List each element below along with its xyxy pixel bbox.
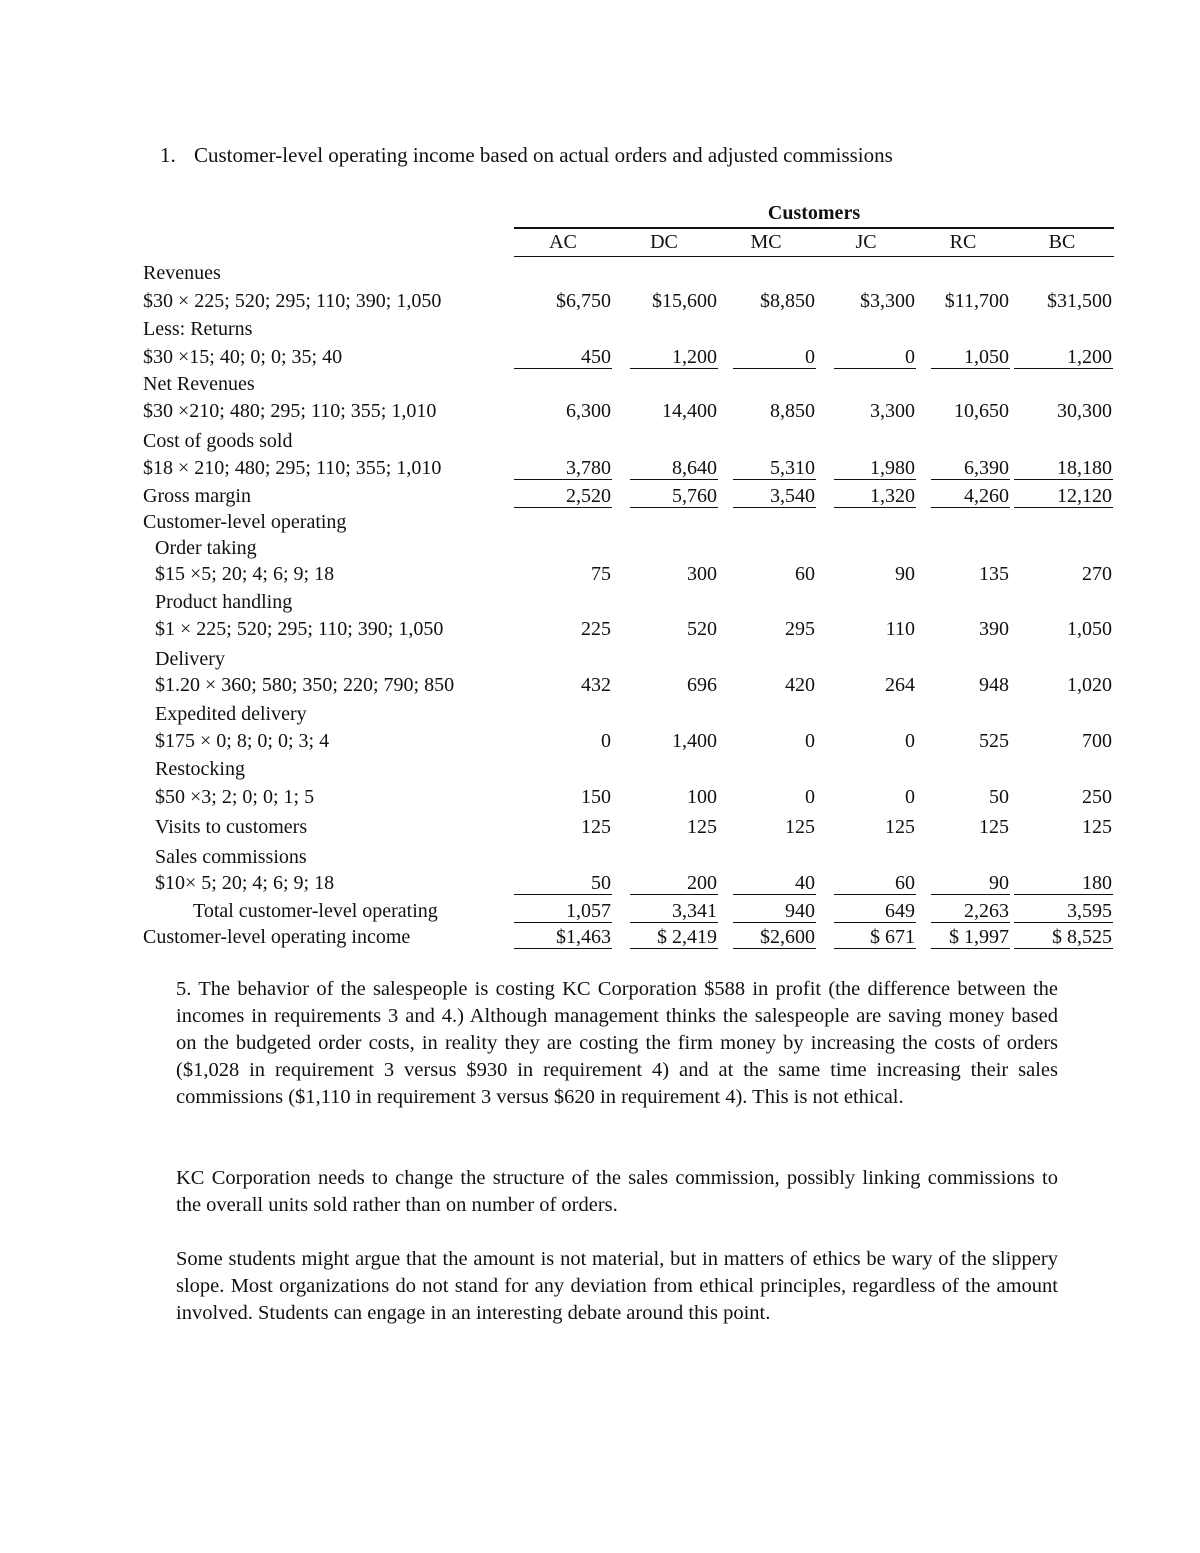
- cell-jc: 649: [885, 900, 915, 922]
- cell-dc: 696: [687, 674, 717, 696]
- cell-underline: [630, 507, 718, 508]
- header-rule-bottom: [514, 256, 1114, 257]
- cell-jc: $3,300: [860, 290, 915, 312]
- cell-mc: $2,600: [760, 926, 815, 948]
- paragraph-commission-structure: KC Corporation needs to change the structure of the sales commission, possibly linking commissions to the overall units sold rather than on number of orders.: [176, 1167, 1058, 1216]
- column-header-ac: AC: [549, 231, 577, 253]
- cell-mc: $8,850: [760, 290, 815, 312]
- cell-jc: $ 671: [870, 926, 915, 948]
- row-label: Gross margin: [143, 485, 251, 507]
- cell-rc: 50: [989, 786, 1009, 808]
- cell-mc: 40: [795, 872, 815, 894]
- table-row: [0, 648, 1200, 674]
- column-header-bc: BC: [1048, 231, 1076, 253]
- paragraph-ethics-debate: Some students might argue that the amount is not material, but in matters of ethics be wary of the slippery slope. Most organizations do not stand for any deviation from ethical principles, regardless of the amount involved. Students can engage in an interesting debate around this point.: [176, 1248, 1058, 1324]
- table-row: [0, 758, 1200, 784]
- row-label: Customer-level operating: [143, 511, 347, 533]
- table-row: [0, 373, 1200, 399]
- table-row: [0, 563, 1200, 589]
- cell-underline: [630, 922, 718, 923]
- row-label: $30 ×15; 40; 0; 0; 35; 40: [143, 346, 343, 368]
- cell-jc: 0: [905, 730, 915, 752]
- row-label: Product handling: [155, 591, 293, 613]
- cell-underline: [514, 368, 612, 369]
- cell-rc: 10,650: [954, 400, 1009, 422]
- cell-rc: 1,050: [964, 346, 1009, 368]
- cell-rc: 135: [979, 563, 1009, 585]
- cell-bc: $ 8,525: [1052, 926, 1112, 948]
- customers-header: Customers: [767, 202, 861, 224]
- question-heading: [160, 143, 893, 168]
- cell-jc: 0: [905, 786, 915, 808]
- table-row: [0, 511, 1200, 537]
- row-label: Revenues: [143, 262, 221, 284]
- cell-ac: 225: [581, 618, 611, 640]
- table-row: [0, 591, 1200, 617]
- cell-underline: [733, 922, 816, 923]
- cell-jc: 3,300: [870, 400, 915, 422]
- cell-bc: 270: [1082, 563, 1112, 585]
- table-row: [0, 485, 1200, 511]
- cell-rc: 948: [979, 674, 1009, 696]
- row-label: $1 × 225; 520; 295; 110; 390; 1,050: [155, 618, 444, 640]
- cell-rc: $11,700: [944, 290, 1009, 312]
- paragraph-requirement-5: 5. The behavior of the salespeople is costing KC Corporation $588 in profit (the difference between the incomes in requirements 3 and 4.) Although management thinks the salespeople are saving money based on the budgeted order costs, in reality they are costing the firm money by increasing the costs of orders ($1,028 in requirement 3 versus $930 in requirement 4) and at the same time increasing their sales commissions ($1,110 in requirement 3 versus $620 in requirement 4). This is not ethical.: [176, 978, 1058, 1108]
- cell-rc: 2,263: [964, 900, 1009, 922]
- cell-underline: [733, 479, 816, 480]
- cell-underline: [514, 894, 612, 895]
- row-label: Order taking: [155, 537, 257, 559]
- cell-bc: $31,500: [1047, 290, 1112, 312]
- cell-ac: 3,780: [566, 457, 611, 479]
- cell-dc: 3,341: [672, 900, 717, 922]
- cell-ac: $6,750: [556, 290, 611, 312]
- table-row: [0, 703, 1200, 729]
- row-label: Net Revenues: [143, 373, 255, 395]
- cell-underline: [630, 948, 718, 949]
- cell-bc: 1,020: [1067, 674, 1112, 696]
- table-row: [0, 674, 1200, 700]
- cell-underline: [514, 922, 612, 923]
- cell-dc: 8,640: [672, 457, 717, 479]
- row-label: Restocking: [155, 758, 245, 780]
- row-label: $15 ×5; 20; 4; 6; 9; 18: [155, 563, 335, 585]
- table-row: [0, 872, 1200, 898]
- cell-ac: 450: [581, 346, 611, 368]
- cell-dc: 200: [687, 872, 717, 894]
- cell-underline: [1014, 894, 1113, 895]
- cell-jc: 1,320: [870, 485, 915, 507]
- row-label: $1.20 × 360; 580; 350; 220; 790; 850: [155, 674, 455, 696]
- cell-ac: 75: [591, 563, 611, 585]
- column-header-rc: RC: [949, 231, 977, 253]
- row-label: Sales commissions: [155, 846, 307, 868]
- cell-underline: [834, 368, 916, 369]
- table-row: [0, 900, 1200, 926]
- table-row: [0, 318, 1200, 344]
- cell-underline: [834, 507, 916, 508]
- row-label: Less: Returns: [143, 318, 253, 340]
- row-label: $18 × 210; 480; 295; 110; 355; 1,010: [143, 457, 442, 479]
- row-label: Visits to customers: [155, 816, 308, 838]
- table-row: [0, 400, 1200, 426]
- cell-underline: [514, 479, 612, 480]
- cell-ac: $1,463: [556, 926, 611, 948]
- column-header-jc: JC: [855, 231, 877, 253]
- cell-dc: 300: [687, 563, 717, 585]
- cell-underline: [1014, 368, 1113, 369]
- cell-underline: [834, 894, 916, 895]
- cell-mc: 420: [785, 674, 815, 696]
- cell-underline: [1014, 922, 1113, 923]
- cell-bc: 1,200: [1067, 346, 1112, 368]
- cell-jc: 110: [885, 618, 915, 640]
- cell-underline: [1014, 479, 1113, 480]
- cell-underline: [931, 368, 1010, 369]
- cell-dc: 1,400: [672, 730, 717, 752]
- table-row: [0, 457, 1200, 483]
- cell-rc: $ 1,997: [949, 926, 1009, 948]
- cell-dc: 5,760: [672, 485, 717, 507]
- cell-dc: $ 2,419: [657, 926, 717, 948]
- cell-underline: [931, 922, 1010, 923]
- cell-dc: 100: [687, 786, 717, 808]
- table-row: [0, 618, 1200, 644]
- table-row: [0, 730, 1200, 756]
- cell-rc: 525: [979, 730, 1009, 752]
- cell-jc: 0: [905, 346, 915, 368]
- cell-bc: 125: [1082, 816, 1112, 838]
- cell-ac: 1,057: [566, 900, 611, 922]
- cell-rc: 90: [989, 872, 1009, 894]
- cell-dc: 1,200: [672, 346, 717, 368]
- cell-ac: 432: [581, 674, 611, 696]
- cell-mc: 0: [805, 730, 815, 752]
- row-label: $10× 5; 20; 4; 6; 9; 18: [155, 872, 335, 894]
- cell-underline: [630, 479, 718, 480]
- cell-bc: 700: [1082, 730, 1112, 752]
- cell-ac: 125: [581, 816, 611, 838]
- table-row: [0, 430, 1200, 456]
- cell-rc: 6,390: [964, 457, 1009, 479]
- cell-mc: 940: [785, 900, 815, 922]
- cell-bc: 250: [1082, 786, 1112, 808]
- table-row: [0, 346, 1200, 372]
- header-rule-top: [514, 227, 1114, 229]
- cell-underline: [733, 507, 816, 508]
- cell-underline: [733, 894, 816, 895]
- table-row: [0, 262, 1200, 288]
- cell-underline: [931, 948, 1010, 949]
- cell-dc: 520: [687, 618, 717, 640]
- cell-underline: [733, 368, 816, 369]
- table-row: [0, 816, 1200, 842]
- cell-rc: 390: [979, 618, 1009, 640]
- row-label: $50 ×3; 2; 0; 0; 1; 5: [155, 786, 315, 808]
- question-text: Customer-level operating income based on actual orders and adjusted commissions: [194, 143, 893, 167]
- cell-ac: 6,300: [566, 400, 611, 422]
- cell-underline: [1014, 948, 1113, 949]
- table-row: [0, 926, 1200, 952]
- row-label: Expedited delivery: [155, 703, 307, 725]
- cell-jc: 264: [885, 674, 915, 696]
- cell-jc: 90: [895, 563, 915, 585]
- cell-underline: [514, 948, 612, 949]
- cell-jc: 125: [885, 816, 915, 838]
- cell-rc: 125: [979, 816, 1009, 838]
- cell-ac: 2,520: [566, 485, 611, 507]
- cell-mc: 8,850: [770, 400, 815, 422]
- cell-bc: 30,300: [1057, 400, 1112, 422]
- cell-underline: [931, 479, 1010, 480]
- cell-underline: [630, 368, 718, 369]
- cell-mc: 60: [795, 563, 815, 585]
- row-label: Total customer-level operating: [193, 900, 438, 922]
- cell-mc: 295: [785, 618, 815, 640]
- cell-mc: 5,310: [770, 457, 815, 479]
- cell-underline: [1014, 507, 1113, 508]
- row-label: Cost of goods sold: [143, 430, 293, 452]
- table-row: [0, 290, 1200, 316]
- cell-jc: 60: [895, 872, 915, 894]
- cell-underline: [514, 507, 612, 508]
- cell-bc: 180: [1082, 872, 1112, 894]
- cell-dc: $15,600: [652, 290, 717, 312]
- cell-mc: 3,540: [770, 485, 815, 507]
- cell-ac: 0: [601, 730, 611, 752]
- row-label: $30 ×210; 480; 295; 110; 355; 1,010: [143, 400, 437, 422]
- cell-mc: 125: [785, 816, 815, 838]
- cell-rc: 4,260: [964, 485, 1009, 507]
- cell-underline: [834, 479, 916, 480]
- cell-underline: [834, 922, 916, 923]
- cell-jc: 1,980: [870, 457, 915, 479]
- column-header-mc: MC: [750, 231, 782, 253]
- cell-bc: 3,595: [1067, 900, 1112, 922]
- cell-mc: 0: [805, 786, 815, 808]
- cell-bc: 1,050: [1067, 618, 1112, 640]
- cell-underline: [630, 894, 718, 895]
- row-label: $30 × 225; 520; 295; 110; 390; 1,050: [143, 290, 442, 312]
- table-row: [0, 537, 1200, 563]
- row-label: Delivery: [155, 648, 225, 670]
- cell-bc: 18,180: [1057, 457, 1112, 479]
- cell-ac: 150: [581, 786, 611, 808]
- cell-dc: 14,400: [662, 400, 717, 422]
- cell-underline: [834, 948, 916, 949]
- cell-mc: 0: [805, 346, 815, 368]
- table-row: [0, 846, 1200, 872]
- cell-bc: 12,120: [1057, 485, 1112, 507]
- row-label: Customer-level operating income: [143, 926, 411, 948]
- cell-dc: 125: [687, 816, 717, 838]
- table-row: [0, 786, 1200, 812]
- cell-underline: [931, 894, 1010, 895]
- question-number: 1.: [160, 143, 176, 167]
- column-header-dc: DC: [650, 231, 678, 253]
- cell-ac: 50: [591, 872, 611, 894]
- cell-underline: [931, 507, 1010, 508]
- cell-underline: [733, 948, 816, 949]
- row-label: $175 × 0; 8; 0; 0; 3; 4: [155, 730, 330, 752]
